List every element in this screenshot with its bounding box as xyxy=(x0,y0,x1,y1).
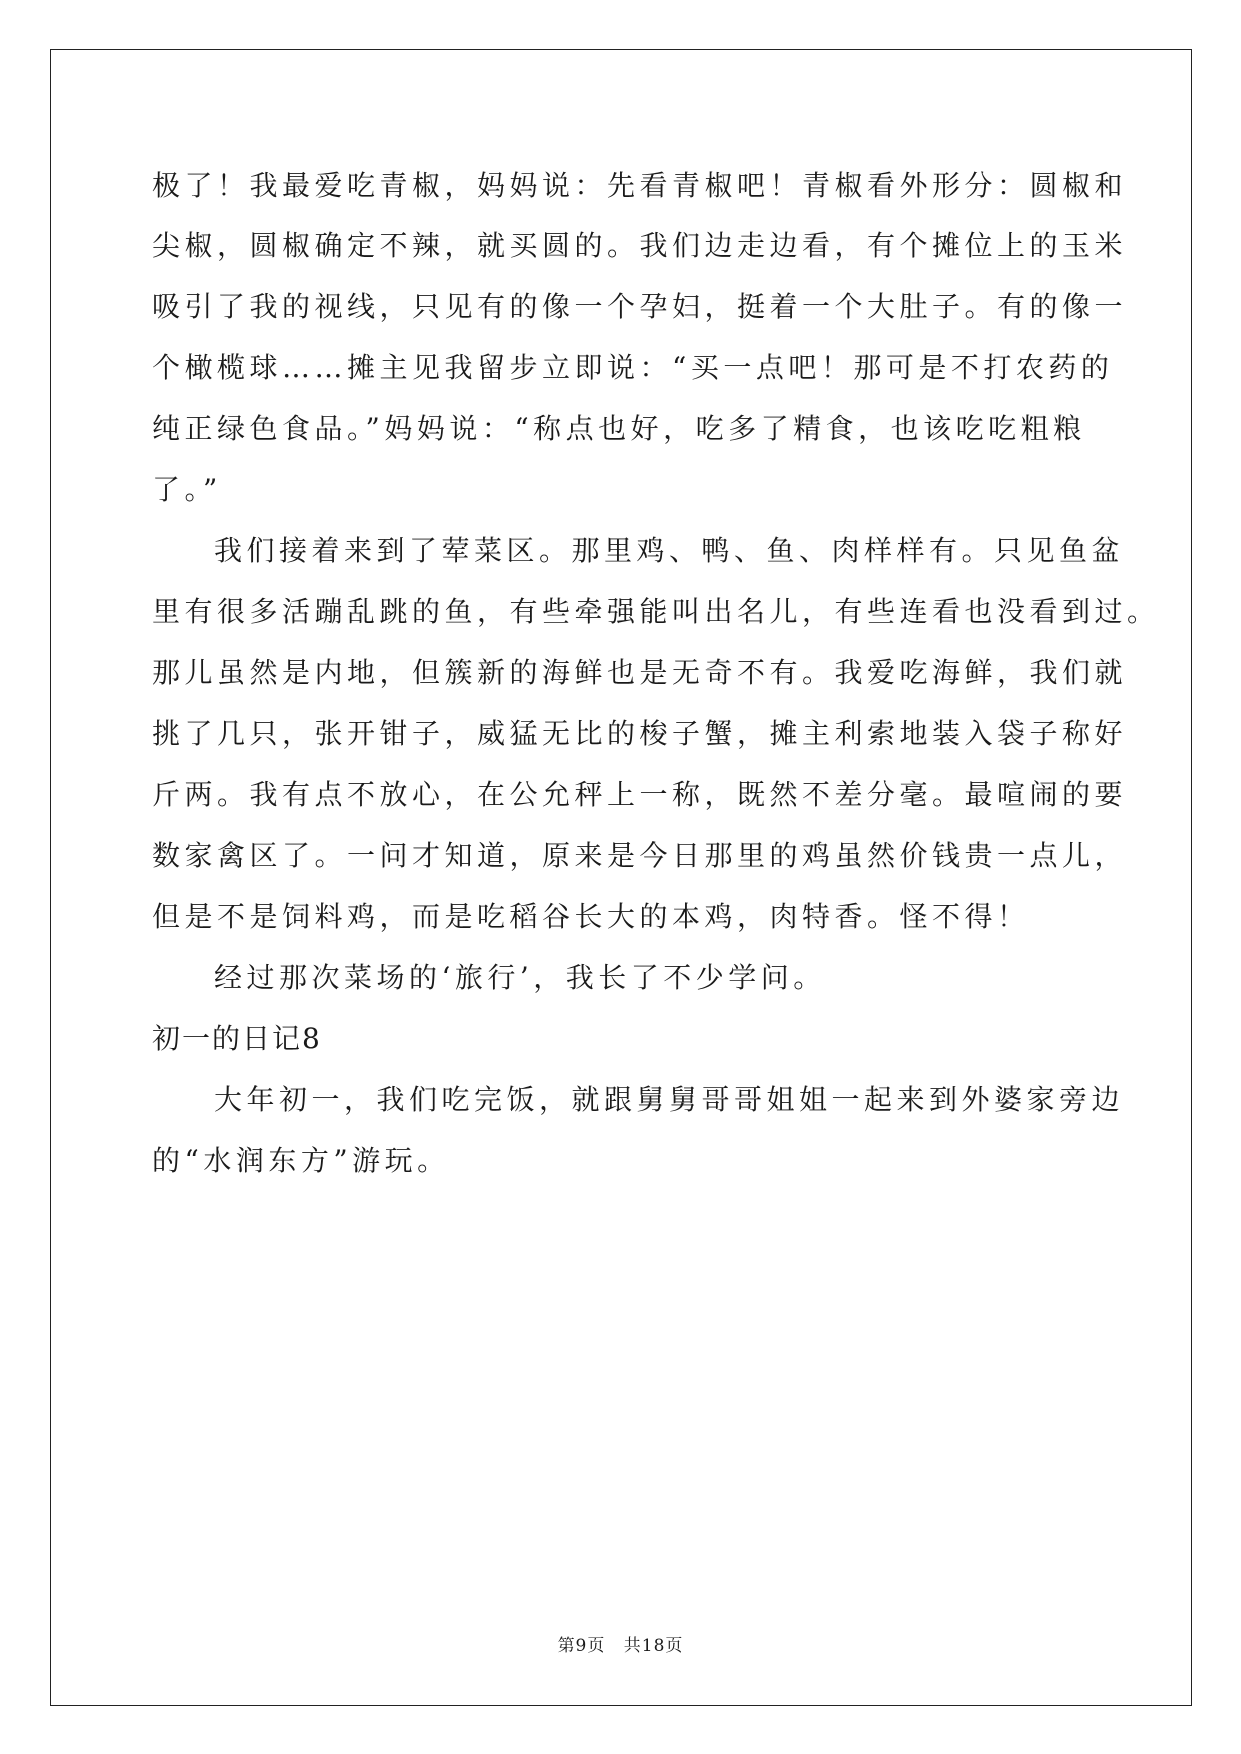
paragraph-line: 吸引了我的视线，只见有的像一个孕妇，挺着一个大肚子。有的像一 xyxy=(152,290,1128,323)
paragraph-line: 但是不是饲料鸡，而是吃稻谷长大的本鸡，肉特香。怪不得！ xyxy=(152,900,1030,933)
paragraph-line: 斤两。我有点不放心，在公允秤上一称，既然不差分毫。最喧闹的要 xyxy=(152,778,1128,811)
paragraph-line: 那儿虽然是内地，但簇新的海鲜也是无奇不有。我爱吃海鲜，我们就 xyxy=(152,656,1128,689)
paragraph-line: 尖椒，圆椒确定不辣，就买圆的。我们边走边看，有个摊位上的玉米 xyxy=(152,229,1128,262)
paragraph-line: 挑了几只，张开钳子，威猛无比的梭子蟹，摊主利索地装入袋子称好 xyxy=(152,717,1128,750)
paragraph-line: 我们接着来到了荤菜区。那里鸡、鸭、鱼、肉样样有。只见鱼盆 xyxy=(214,534,1125,567)
paragraph-line: 里有很多活蹦乱跳的鱼，有些牵强能叫出名儿，有些连看也没看到过。 xyxy=(152,595,1160,628)
paragraph-line: 大年初一，我们吃完饭，就跟舅舅哥哥姐姐一起来到外婆家旁边 xyxy=(214,1083,1125,1116)
paragraph-line: 了。” xyxy=(152,473,222,506)
page-total: 共18页 xyxy=(623,1636,684,1656)
paragraph-line: 极了！我最爱吃青椒，妈妈说：先看青椒吧！青椒看外形分：圆椒和 xyxy=(152,169,1128,202)
paragraph-line: 的“水润东方”游玩。 xyxy=(152,1144,450,1177)
paragraph-line: 经过那次菜场的‘旅行’，我长了不少学问。 xyxy=(214,961,826,994)
page-footer xyxy=(0,1635,1241,1657)
paragraph-line: 个橄榄球……摊主见我留步立即说：“买一点吧！那可是不打农药的 xyxy=(152,351,1114,384)
page-number: 第9页 xyxy=(557,1636,606,1656)
paragraph-line: 纯正绿色食品。”妈妈说：“称点也好，吃多了精食，也该吃吃粗粮 xyxy=(152,412,1086,445)
paragraph-line: 数家禽区了。一问才知道，原来是今日那里的鸡虽然价钱贵一点儿， xyxy=(152,839,1128,872)
section-heading: 初一的日记8 xyxy=(152,1022,322,1055)
